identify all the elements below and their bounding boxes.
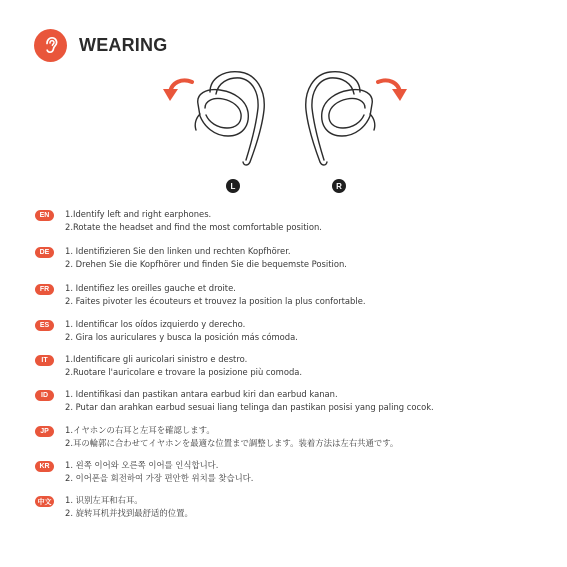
instruction-line: 1. Identifikasi dan pastikan antara earbud kiri dan earbud kanan. xyxy=(65,389,338,399)
instruction-line: 1.イヤホンの右耳と左耳を確認します。 xyxy=(65,425,215,435)
instruction-line: 1. 왼쪽 이어와 오른쪽 이어를 인식합니다. xyxy=(65,460,219,470)
instruction-line: 1. Identificar los oídos izquierdo y derecho. xyxy=(65,319,246,329)
lang-block-id xyxy=(35,388,434,413)
lang-block-it xyxy=(35,353,302,378)
lang-block-fr xyxy=(35,282,366,307)
instruction-line: 2.耳の輪郭に合わせてイヤホンを最適な位置まで調整します。装着方法は左右共通です。 xyxy=(65,437,399,448)
language-badge: ID xyxy=(35,390,54,401)
lang-block-kr xyxy=(35,459,253,484)
language-badge: DE xyxy=(35,247,54,258)
earbud-illustration xyxy=(150,64,420,194)
instruction-line: 2.Ruotare l'auricolare e trovare la posizione più comoda. xyxy=(65,366,303,377)
language-badge: EN xyxy=(35,210,54,221)
instruction-line: 2. Putar dan arahkan earbud sesuai liang telinga dan pastikan posisi yang paling cocok. xyxy=(65,401,434,412)
instruction-line: 1. Identifizieren Sie den linken und rechten Kopfhörer. xyxy=(65,246,291,256)
page-title: WEARING xyxy=(79,34,168,55)
language-badge: 中文 xyxy=(35,496,54,507)
lang-block-jp xyxy=(35,424,398,449)
lang-block-zh xyxy=(35,494,193,519)
lang-block-de xyxy=(35,245,347,270)
ear-icon xyxy=(34,29,67,62)
lang-block-es xyxy=(35,318,298,343)
language-badge: KR xyxy=(35,461,54,472)
instruction-line: 2.Rotate the headset and find the most comfortable position. xyxy=(65,221,322,232)
lang-block-en xyxy=(35,208,322,233)
instruction-line: 1.Identify left and right earphones. xyxy=(65,209,212,219)
instruction-line: 2. Gira los auriculares y busca la posición más cómoda. xyxy=(65,331,298,342)
section-header xyxy=(34,28,167,62)
instruction-line: 1.Identificare gli auricolari sinistro e destro. xyxy=(65,354,248,364)
language-badge: ES xyxy=(35,320,54,331)
rotate-left-arrow-icon xyxy=(163,80,192,101)
language-badge: IT xyxy=(35,355,54,366)
left-earbud-label: L xyxy=(226,179,240,193)
language-badge: JP xyxy=(35,426,54,437)
instruction-line: 2. Drehen Sie die Kopfhörer und finden Sie die bequemste Position. xyxy=(65,258,347,269)
instruction-line: 1. 识别左耳和右耳。 xyxy=(65,495,143,505)
left-earbud xyxy=(195,72,264,165)
rotate-right-arrow-icon xyxy=(378,80,407,101)
instruction-line: 2. Faites pivoter les écouteurs et trouvez la position la plus confortable. xyxy=(65,295,366,306)
instruction-line: 2. 旋转耳机并找到最舒适的位置。 xyxy=(65,507,193,518)
instruction-line: 2. 이어폰을 회전하여 가장 편안한 위치를 찾습니다. xyxy=(65,472,254,483)
instruction-line: 1. Identifiez les oreilles gauche et droite. xyxy=(65,283,236,293)
right-earbud-label: R xyxy=(332,179,346,193)
language-badge: FR xyxy=(35,284,54,295)
right-earbud xyxy=(306,72,375,165)
